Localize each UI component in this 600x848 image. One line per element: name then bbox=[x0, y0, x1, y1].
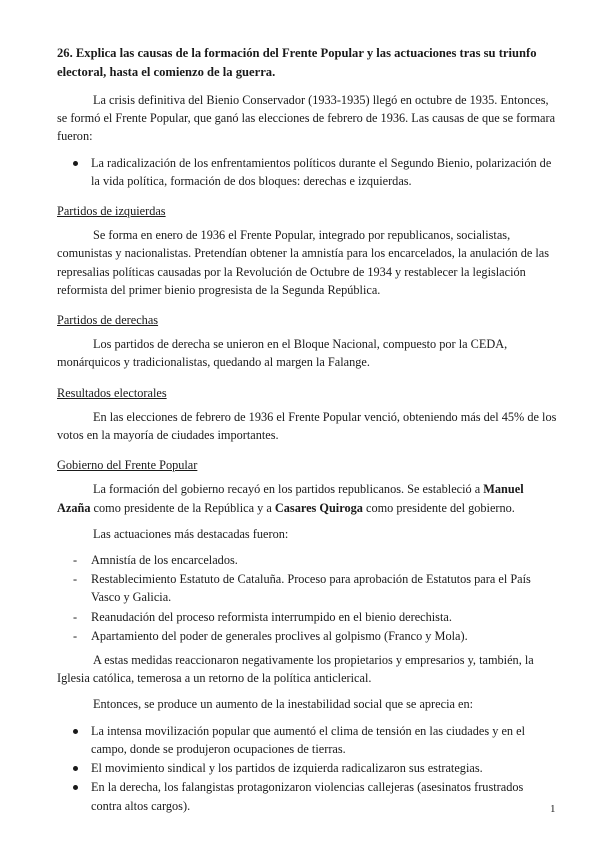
document-body bbox=[57, 44, 557, 821]
list-item: La radicalización de los enfrentamientos políticos durante el Segundo Bienio, polarización de la vida política, formación de dos bloques: derechas e izquierdas. bbox=[57, 154, 557, 190]
section-heading-resultados: Resultados electorales bbox=[57, 385, 167, 400]
causes-list bbox=[57, 154, 557, 190]
section-heading-derechas: Partidos de derechas bbox=[57, 313, 159, 328]
page-number: 1 bbox=[550, 803, 556, 815]
gobierno-paragraph bbox=[57, 480, 557, 516]
gobierno-text-a: La formación del gobierno recayó en los partidos republicanos. Se estableció a bbox=[93, 482, 484, 497]
list-item: - Reanudación del proceso reformista interrumpido en el bienio derechista. bbox=[57, 608, 557, 626]
derechas-paragraph: Los partidos de derecha se unieron en el Bloque Nacional, compuesto por la CEDA, monárquicos y tradicionalistas, quedando al margen la Falange. bbox=[57, 337, 508, 370]
gobierno-text-c: como presidente del gobierno. bbox=[362, 500, 515, 515]
intro-paragraph: La crisis definitiva del Bienio Conservador (1933-1935) llegó en octubre de 1935. Entonces, se formó el Frente Popular, que ganó las elecciones de febrero de 1936. Las causas de que se formara fueron: bbox=[57, 93, 556, 144]
page-title: 26. Explica las causas de la formación del Frente Popular y las actuaciones tras su triunfo electoral, hasta el comienzo de la guerra. bbox=[57, 46, 537, 79]
actions-list bbox=[57, 551, 557, 645]
azana-name: Manuel Azaña bbox=[57, 482, 524, 515]
list-item: - Restablecimiento Estatuto de Cataluña. Proceso para aprobación de Estatutos para el País Vasco y Galicia. bbox=[57, 570, 557, 606]
izquierdas-paragraph: Se forma en enero de 1936 el Frente Popular, integrado por republicanos, socialistas, comunistas y nacionalistas. Pretendían obtener la amnistía para los encarcelados, la anulación de las represalias políticas causadas por la Revolución de Octubre de 1934 y restablecer la legislación reformista del primer bienio progresista de la Segunda República. bbox=[57, 228, 550, 297]
gobierno-text-b: como presidente de la República y a bbox=[90, 500, 275, 515]
list-item: - Amnistía de los encarcelados. bbox=[57, 551, 557, 569]
resultados-paragraph: En las elecciones de febrero de 1936 el Frente Popular venció, obteniendo más del 45% de los votos en la mayoría de ciudades importantes. bbox=[57, 409, 557, 443]
casares-name: Casares Quiroga bbox=[274, 500, 363, 515]
instability-intro: Entonces, se produce un aumento de la inestabilidad social que se aprecia en: bbox=[93, 697, 474, 712]
list-item: La intensa movilización popular que aumentó el clima de tensión en las ciudades y en el campo, donde se produjeron ocupaciones de tierras. bbox=[57, 722, 557, 758]
reaction-paragraph: A estas medidas reaccionaron negativamente los propietarios y empresarios y, también, la Iglesia católica, temerosa a un retorno de la política anticlerical. bbox=[57, 653, 534, 686]
actions-intro: Las actuaciones más destacadas fueron: bbox=[93, 526, 289, 541]
instability-list bbox=[57, 722, 557, 815]
list-item: - Apartamiento del poder de generales proclives al golpismo (Franco y Mola). bbox=[57, 627, 557, 645]
section-heading-izquierdas: Partidos de izquierdas bbox=[57, 204, 166, 219]
list-item: El movimiento sindical y los partidos de izquierda radicalizaron sus estrategias. bbox=[57, 759, 557, 777]
section-heading-gobierno: Gobierno del Frente Popular bbox=[57, 458, 198, 473]
list-item: En la derecha, los falangistas protagonizaron violencias callejeras (asesinatos frustrados contra altos cargos). bbox=[57, 778, 557, 814]
